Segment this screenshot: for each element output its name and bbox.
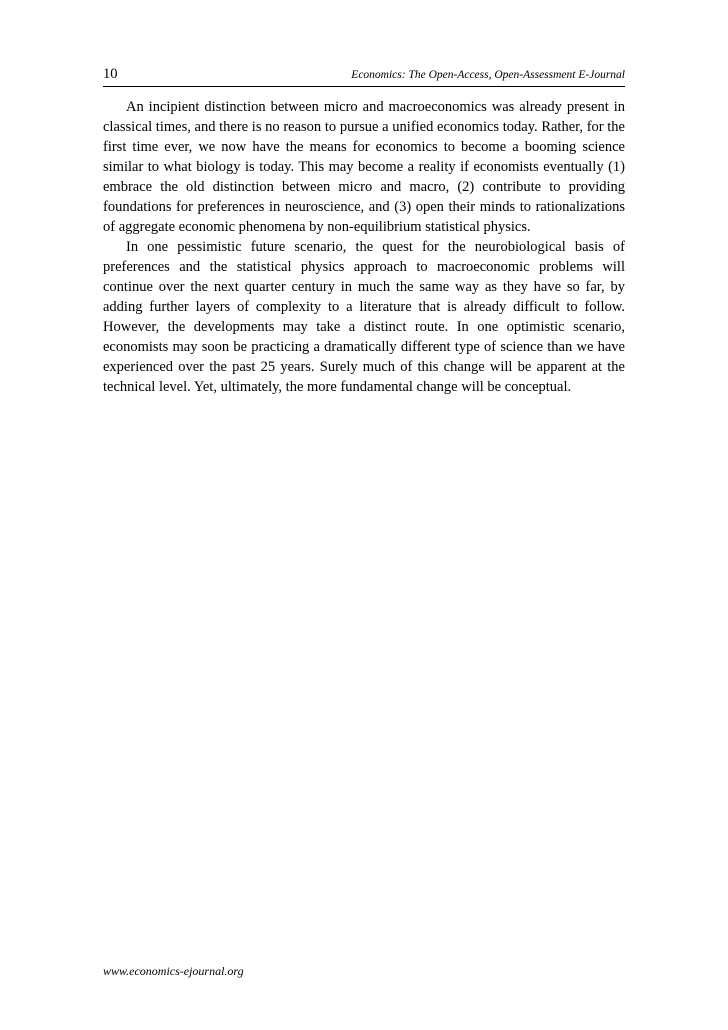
page-number: 10 (103, 66, 118, 82)
paragraph: In one pessimistic future scenario, the quest for the neurobiological basis of preferences and the statistical physics approach to macroeconomic problems will continue over the next quarter century in much the same way as they have so far, by adding further layers of complexity to a literature that is already difficult to follow. However, the developments may take a distinct route. In one optimistic scenario, economists may soon be practicing a dramatically different type of science than we have experienced over the past 25 years. Surely much of this change will be apparent at the technical level. Yet, ultimately, the more fundamental change will be conceptual. (103, 239, 625, 395)
footer-url[interactable]: www.economics-ejournal.org (103, 964, 244, 978)
running-header (103, 66, 625, 87)
body-text (103, 97, 625, 397)
journal-title: Economics: The Open-Access, Open-Assessment E-Journal (351, 69, 625, 81)
paragraph: An incipient distinction between micro and macroeconomics was already present in classical times, and there is no reason to pursue a unified economics today. Rather, for the first time ever, we now have the means for economics to become a booming science similar to what biology is today. This may become a reality if economists eventually (1) embrace the old distinction between micro and macro, (2) contribute to providing foundations for preferences in neuroscience, and (3) open their minds to rationalizations of aggregate economic phenomena by non-equilibrium statistical physics. (103, 99, 625, 235)
